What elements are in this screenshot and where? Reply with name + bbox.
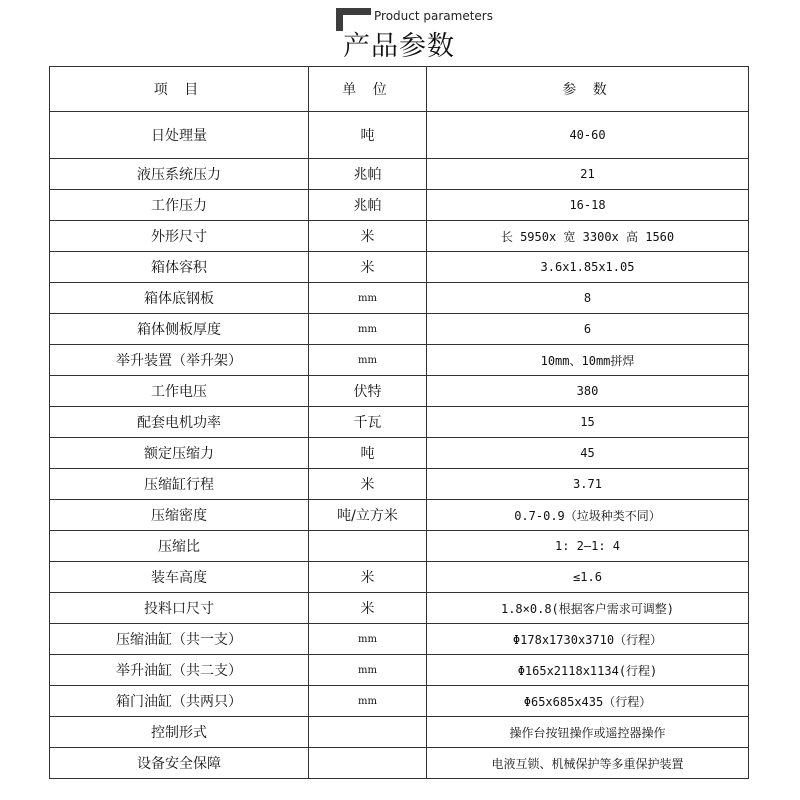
cell-value: ≤1.6 — [427, 562, 749, 593]
table-row — [50, 407, 749, 438]
table-row — [50, 190, 749, 221]
cell-value: Φ65x685x435（行程） — [427, 686, 749, 717]
cell-value: 6 — [427, 314, 749, 345]
table-header-row — [50, 67, 749, 112]
cell-unit: mm — [309, 283, 427, 314]
cell-value: 3.6x1.85x1.05 — [427, 252, 749, 283]
cell-item: 压缩缸行程 — [50, 469, 309, 500]
cell-unit: 伏特 — [309, 376, 427, 407]
cell-item: 控制形式 — [50, 717, 309, 748]
cell-item: 举升装置（举升架） — [50, 345, 309, 376]
cell-value: Φ178x1730x3710（行程） — [427, 624, 749, 655]
cell-unit: 米 — [309, 469, 427, 500]
cell-value: 3.71 — [427, 469, 749, 500]
table-row — [50, 717, 749, 748]
cell-value: 40-60 — [427, 112, 749, 159]
column-header-value: 参 数 — [427, 67, 749, 112]
cell-unit: 吨 — [309, 112, 427, 159]
table-row — [50, 159, 749, 190]
cell-item: 箱体容积 — [50, 252, 309, 283]
cell-item: 箱门油缸（共两只） — [50, 686, 309, 717]
table-row — [50, 593, 749, 624]
cell-unit: 米 — [309, 221, 427, 252]
cell-unit — [309, 531, 427, 562]
cell-item: 工作电压 — [50, 376, 309, 407]
cell-unit: 兆帕 — [309, 190, 427, 221]
column-header-item: 项 目 — [50, 67, 309, 112]
page-subtitle: Product parameters — [374, 9, 493, 23]
cell-value: 1.8×0.8(根据客户需求可调整) — [427, 593, 749, 624]
cell-value: 15 — [427, 407, 749, 438]
cell-item: 设备安全保障 — [50, 748, 309, 779]
table-row — [50, 500, 749, 531]
cell-unit: 吨/立方米 — [309, 500, 427, 531]
cell-unit — [309, 748, 427, 779]
cell-value: 8 — [427, 283, 749, 314]
cell-value: 45 — [427, 438, 749, 469]
table-row — [50, 438, 749, 469]
cell-item: 压缩油缸（共一支） — [50, 624, 309, 655]
cell-value: 1: 2—1: 4 — [427, 531, 749, 562]
cell-item: 日处理量 — [50, 112, 309, 159]
cell-unit: mm — [309, 655, 427, 686]
cell-item: 外形尺寸 — [50, 221, 309, 252]
cell-unit: mm — [309, 345, 427, 376]
cell-value: 电液互锁、机械保护等多重保护装置 — [427, 748, 749, 779]
page-title: 产品参数 — [343, 31, 455, 62]
cell-value: 0.7-0.9（垃圾种类不同） — [427, 500, 749, 531]
cell-item: 额定压缩力 — [50, 438, 309, 469]
cell-unit: 米 — [309, 562, 427, 593]
cell-unit: 吨 — [309, 438, 427, 469]
cell-unit: mm — [309, 624, 427, 655]
cell-unit: mm — [309, 686, 427, 717]
cell-value: 21 — [427, 159, 749, 190]
cell-value: 操作台按钮操作或遥控器操作 — [427, 717, 749, 748]
cell-unit — [309, 717, 427, 748]
cell-unit: 兆帕 — [309, 159, 427, 190]
table-row — [50, 469, 749, 500]
cell-value: Φ165x2118x1134(行程) — [427, 655, 749, 686]
table-row — [50, 345, 749, 376]
cell-unit: 米 — [309, 252, 427, 283]
cell-value: 380 — [427, 376, 749, 407]
table-row — [50, 252, 749, 283]
cell-value: 16-18 — [427, 190, 749, 221]
cell-unit: 千瓦 — [309, 407, 427, 438]
table-row — [50, 686, 749, 717]
cell-item: 压缩比 — [50, 531, 309, 562]
table-row — [50, 624, 749, 655]
table-row — [50, 531, 749, 562]
cell-item: 箱体侧板厚度 — [50, 314, 309, 345]
parameters-table — [49, 66, 749, 779]
table-row — [50, 562, 749, 593]
cell-item: 配套电机功率 — [50, 407, 309, 438]
cell-item: 压缩密度 — [50, 500, 309, 531]
page-header — [0, 0, 800, 66]
table-row — [50, 283, 749, 314]
column-header-unit: 单 位 — [309, 67, 427, 112]
cell-item: 举升油缸（共二支） — [50, 655, 309, 686]
cell-item: 装车高度 — [50, 562, 309, 593]
table-row — [50, 314, 749, 345]
cell-unit: mm — [309, 314, 427, 345]
table-row — [50, 112, 749, 159]
table-row — [50, 376, 749, 407]
table-row — [50, 655, 749, 686]
cell-value: 长 5950x 宽 3300x 高 1560 — [427, 221, 749, 252]
table-row — [50, 221, 749, 252]
cell-item: 液压系统压力 — [50, 159, 309, 190]
cell-item: 工作压力 — [50, 190, 309, 221]
cell-item: 箱体底钢板 — [50, 283, 309, 314]
cell-item: 投料口尺寸 — [50, 593, 309, 624]
table-row — [50, 748, 749, 779]
cell-value: 10mm、10mm拼焊 — [427, 345, 749, 376]
cell-unit: 米 — [309, 593, 427, 624]
